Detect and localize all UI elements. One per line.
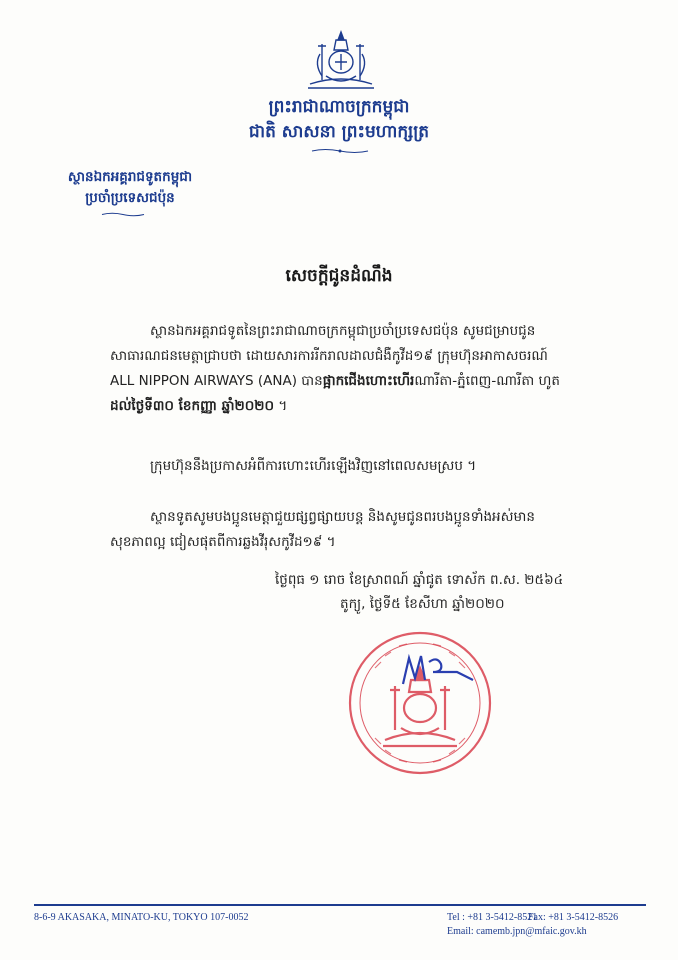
suspension-text: ផ្អាកជើងហោះហើរ xyxy=(322,373,415,389)
royal-emblem-icon xyxy=(300,28,382,94)
paragraph-3-line-1: ស្ថានទូតសូមបងប្អូនមេត្តាជួយផ្សព្វផ្សាយបន្ត និងសូមជូនពរបងប្អូនទាំងអស់មាន xyxy=(150,509,535,525)
sentence-end: ។ xyxy=(274,398,288,414)
email-address: Email: camemb.jpn@mfaic.gov.kh xyxy=(447,926,587,937)
route-text: ណារីតា-ភ្នំពេញ-ណារីតា ហូត xyxy=(414,373,560,389)
ornament-divider-icon xyxy=(100,212,146,217)
document-title: សេចក្តីជូនដំណឹង xyxy=(285,266,393,286)
kingdom-name: ព្រះរាជាណាចក្រកម្ពុជា xyxy=(268,97,410,117)
paragraph-1-line-2: សាធារណជនមេត្តាជ្រាបថា ដោយសារការរីករាលដាលជំងឺកូវីដ១៩ ក្រុមហ៊ុនអាកាសចរណ៍ xyxy=(110,348,548,364)
embassy-name: ស្ថានឯកអគ្គរាជទូតកម្ពុជា xyxy=(67,169,193,185)
paragraph-1-line-4 xyxy=(110,394,580,419)
national-motto: ជាតិ សាសនា ព្រះមហាក្សត្រ xyxy=(248,122,430,142)
suspension-end-date: ដល់ថ្ងៃទី៣០ ខែកញ្ញា ឆ្នាំ២០២០ xyxy=(110,398,275,414)
signature-mark xyxy=(395,650,475,690)
paragraph-3-line-2: សុខភាពល្អ ជៀសផុតពីការឆ្លងវីរុសកូវីដ១៩ ។ xyxy=(110,534,336,550)
paragraph-1-line-1: ស្ថានឯកអគ្គរាជទូតនៃព្រះរាជាណាចក្រកម្ពុជាប្រចាំប្រទេសជប៉ុន សូមជម្រាបជូន xyxy=(150,323,536,339)
paragraph-2: ក្រុមហ៊ុននឹងប្រកាសអំពីការហោះហើរឡើងវិញនៅពេលសមស្រប ។ xyxy=(150,458,477,474)
fax-number: Fax: +81 3-5412-8526 xyxy=(528,912,619,923)
lunar-date: ថ្ងៃពុធ ១ រោច ខែស្រាពណ៍ ឆ្នាំជូត ទោស័ក ព.ស. ២៥៦៤ xyxy=(275,572,564,588)
embassy-address: 8-6-9 AKASAKA, MINATO-KU, TOKYO 107-0052 xyxy=(34,912,249,923)
embassy-location: ប្រចាំប្រទេសជប៉ុន xyxy=(85,190,175,206)
airline-text: ALL NIPPON AIRWAYS (ANA) បាន xyxy=(110,373,323,389)
paragraph-1-line-3 xyxy=(110,369,580,394)
ornament-divider-icon xyxy=(310,148,370,154)
phone-number: Tel : +81 3-5412-8521 xyxy=(447,912,538,923)
footer-divider xyxy=(34,904,646,906)
solar-date: តូក្យូ, ថ្ងៃទី៥ ខែសីហា ឆ្នាំ២០២០ xyxy=(340,596,505,612)
